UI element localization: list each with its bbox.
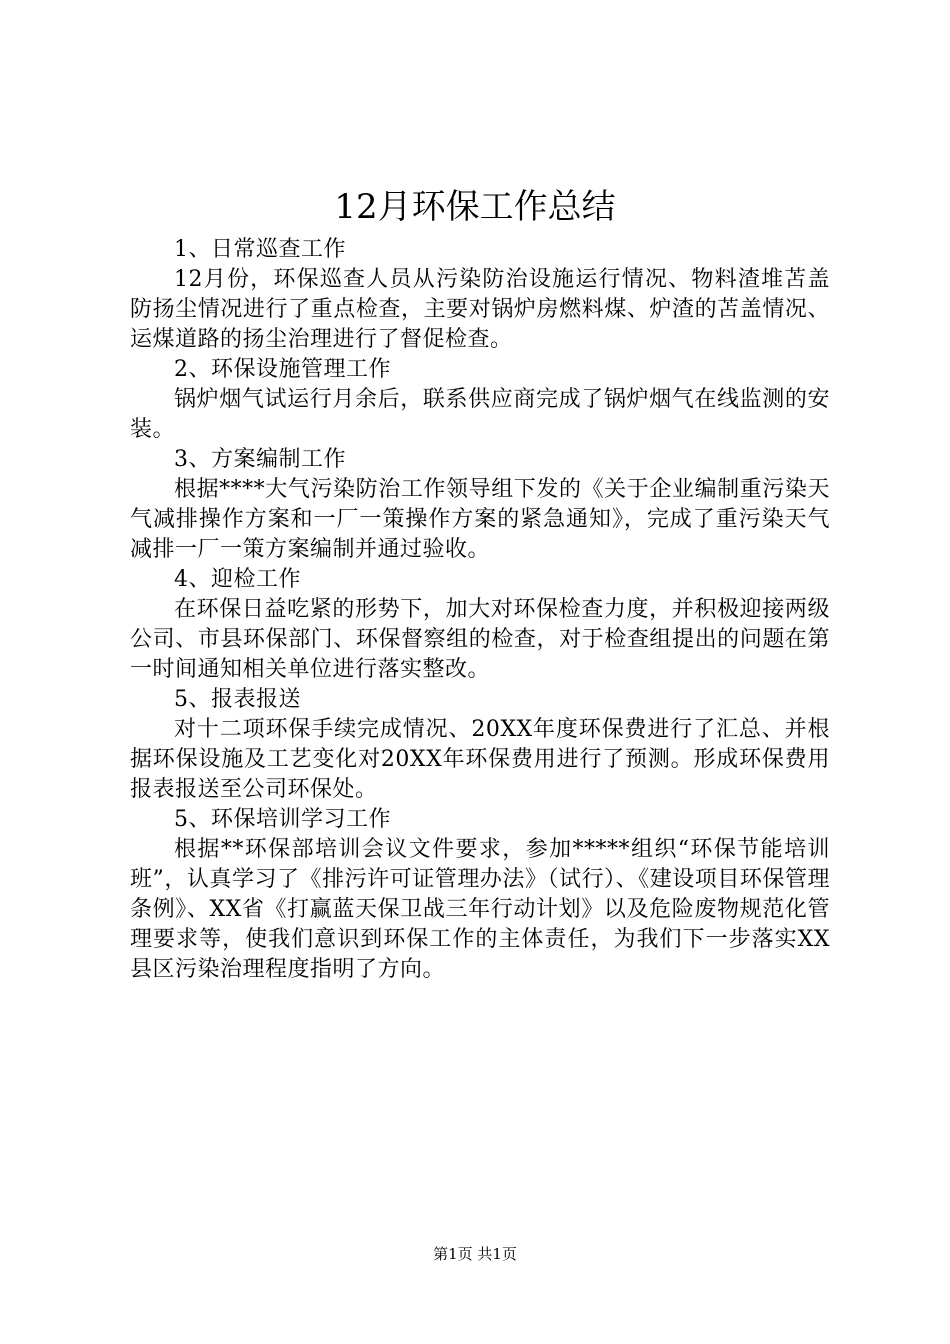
section-paragraph: 根据****大气污染防治工作领导组下发的《关于企业编制重污染天气减排操作方案和一厂一策操作方案的紧急通知》，完成了重污染天气减排一厂一策方案编制并通过验收。	[130, 477, 830, 562]
section-paragraph: 锅炉烟气试运行月余后，联系供应商完成了锅炉烟气在线监测的安装。	[130, 387, 830, 442]
section-heading: 2、环保设施管理工作	[174, 357, 391, 382]
document-body	[130, 235, 830, 985]
section-heading: 5、环保培训学习工作	[174, 807, 391, 832]
section-heading: 3、方案编制工作	[174, 447, 346, 472]
document-title: 12月环保工作总结	[334, 187, 616, 227]
section-paragraph: 根据**环保部培训会议文件要求，参加*****组织“环保节能培训班”，认真学习了《排污许可证管理办法》（试行）、《建设项目环保管理条例》、XX省《打赢蓝天保卫战三年行动计划》以及危险废物规范化管理要求等，使我们意识到环保工作的主体责任，为我们下一步落实XX县区污染治理程度指明了方向。	[130, 837, 830, 982]
section-heading: 5、报表报送	[174, 687, 301, 712]
page-footer: 第1页 共1页	[433, 1245, 517, 1263]
section-heading: 1、日常巡查工作	[174, 237, 346, 262]
section-paragraph: 12月份，环保巡查人员从污染防治设施运行情况、物料渣堆苫盖防扬尘情况进行了重点检查，主要对锅炉房燃料煤、炉渣的苫盖情况、运煤道路的扬尘治理进行了督促检查。	[130, 267, 830, 352]
section-paragraph: 对十二项环保手续完成情况、20XX年度环保费进行了汇总、并根据环保设施及工艺变化对20XX年环保费用进行了预测。形成环保费用报表报送至公司环保处。	[130, 717, 830, 802]
section-paragraph: 在环保日益吃紧的形势下，加大对环保检查力度，并积极迎接两级公司、市县环保部门、环保督察组的检查，对于检查组提出的问题在第一时间通知相关单位进行落实整改。	[130, 597, 830, 682]
section-heading: 4、迎检工作	[174, 567, 301, 592]
